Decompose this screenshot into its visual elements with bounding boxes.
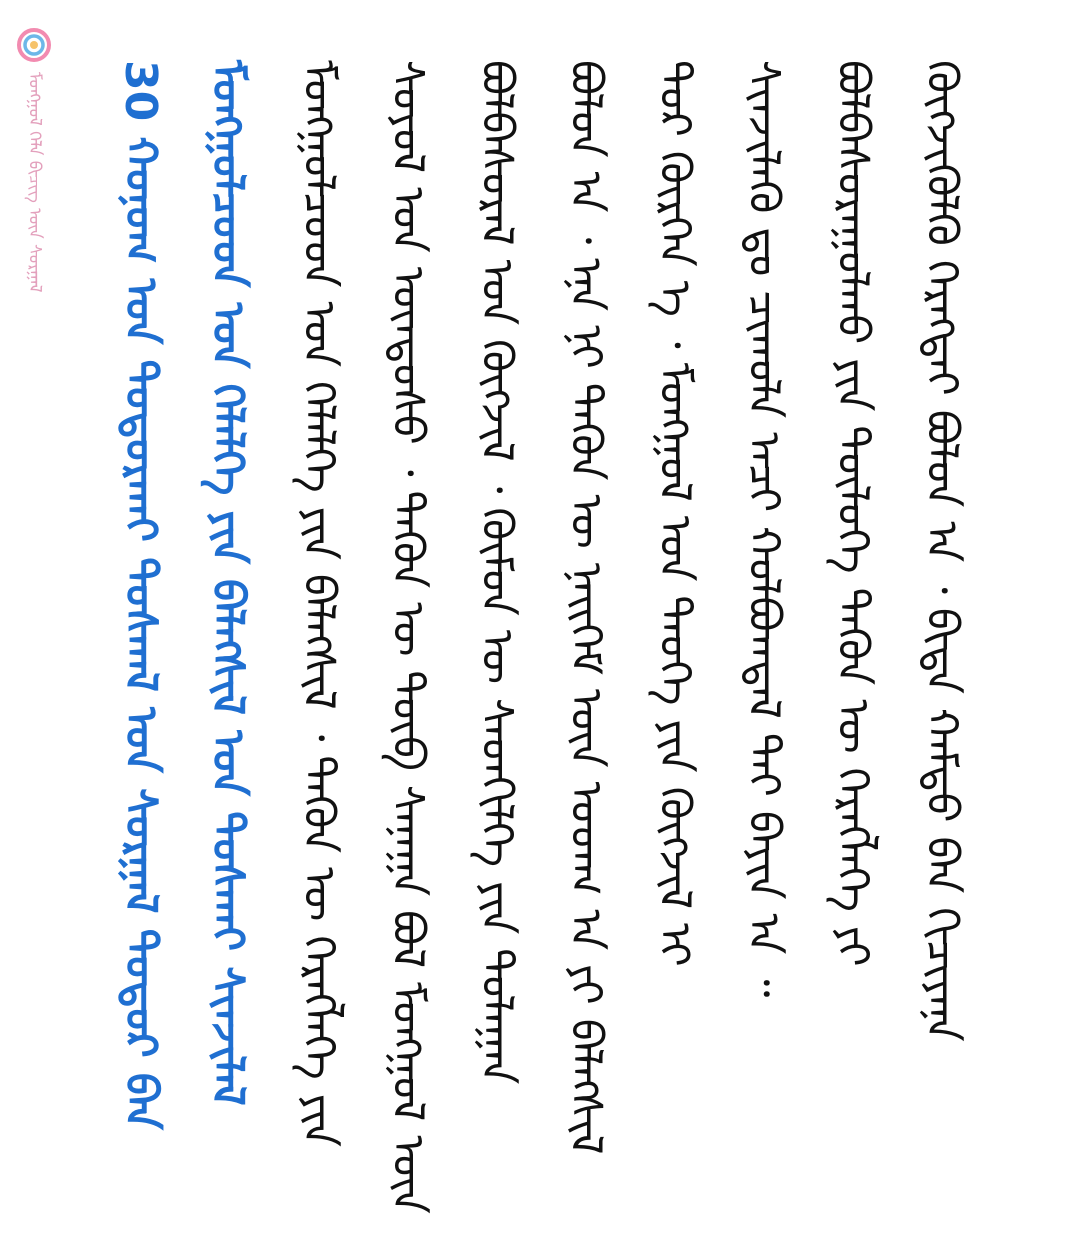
body-line-1: ᠮᠣᠩᠭᠣᠯᠴᠤᠳ ᠤᠨ ᠬᠡᠯᠡᠯᠭᠡ ᠶᠢᠨ ᠪᠡᠯᠡᠭᠰᠢᠯ ᠂ ᠲᠡᠭᠦᠨ ᠦ ᠬᠡᠷᠡᠭᠯᠡᠭᠡ ᠶᠢᠨ [293,60,344,1147]
body-line-4: ᠪᠣᠯᠤᠨ ᠠ ᠂ ᠡᠨᠡ ᠨᠢ ᠲᠡᠭᠦᠨ ᠦ ᠨᠡᠢᠭᠡᠮ ᠦᠨ ᠤᠳᠬ ᠠ ᠶᠢ ᠪᠡᠯᠡᠭᠰᠢᠯ [560,60,611,1155]
title-line-1: 30 ᠬᠣᠨᠣᠭ ᠤᠨ ᠳᠤᠳᠤᠷᠬᠠᠢ ᠳᠤᠰᠬᠠᠯ ᠤᠨ ᠰᠤᠷᠭᠠᠯ ᠳᠣᠲᠣᠷ ᠪᠡᠨ [115,60,166,1130]
body-line-7: ᠪᠣᠯᠪᠠᠰᠤᠷᠠᠭᠤᠯᠬᠤ ᠶᠢᠨ ᠲᠥᠯᠥᠭᠡ ᠲᠡᠭᠦᠨ ᠦ ᠬᠡᠷᠡᠭᠯᠡᠭᠡ ᠶᠢ [827,60,878,967]
body-line-3: ᠪᠣᠯᠪᠠᠰᠤᠷᠠᠯ ᠤᠨ ᠬᠥᠭᠵᠢᠯ ᠂ ᠬᠦᠮᠦᠨ ᠦ ᠰᠡᠳᠬᠢᠯᠭᠡ ᠶᠢᠨ ᠲᠤᠯᠠᠭᠠᠨ [471,60,522,1085]
body-line-2: ᠰᠣᠶᠣᠯ ᠤᠨ ᠦᠨᠳᠦᠰᠦ ᠂ ᠲᠡᠭᠦᠨ ᠦ ᠲᠦᠪ ᠰᠠᠨᠠᠭᠠ ᠪᠣᠯ ᠮᠣᠩᠭᠣᠯ ᠦᠨ [382,60,433,1214]
body-line-8: ᠬᠥᠭᠵᠢᠭᠦᠯᠬᠦ ᠬᠡᠷᠡᠭᠲᠡᠢ ᠪᠣᠯᠤᠨ ᠠ ᠂ ᠪᠢᠳᠡ ᠬᠠᠮᠲᠤ ᠪᠡᠨ ᠬᠢᠴᠢᠶᠡᠨᠡ [916,60,967,1042]
spiral-logo-icon [17,28,51,62]
body-line-5: ᠳᠤᠷ ᠬᠦᠷᠭᠡᠨ ᠡ ᠂ ᠮᠣᠩᠭᠣᠯ ᠤᠨ ᠲᠡᠦᠬᠡ ᠶᠢᠨ ᠬᠥᠭᠵᠢᠯ ᠢ [649,60,700,967]
source-text: ᠮᠣᠩᠭᠣᠯ ᠬᠡᠯᠡ ᠪᠢᠴᠢᠭ ᠦᠨ ᠰᠤᠷᠭᠠᠯ [24,72,45,293]
body-line-6: ᠰᠢᠨᠵᠢᠯᠡᠬᠦ ᠳᠤ ᠴᠢᠬᠤᠯᠠ ᠠᠴᠢ ᠬᠣᠯᠪᠣᠭᠳᠠᠯ ᠲᠠᠢ ᠪᠠᠶᠢᠨ ᠠ ᠃ [738,60,789,998]
title-line-2: ᠮᠣᠩᠭᠣᠯᠴᠤᠳ ᠤᠨ ᠬᠡᠯᠡᠯᠭᠡ ᠶᠢᠨ ᠪᠡᠯᠡᠭᠰᠢᠯ ᠤᠨ ᠲᠤᠰᠬᠠᠢ ᠰᠢᠨᠵᠢᠯᠡᠯ [202,60,253,1106]
source-watermark [12,28,56,428]
